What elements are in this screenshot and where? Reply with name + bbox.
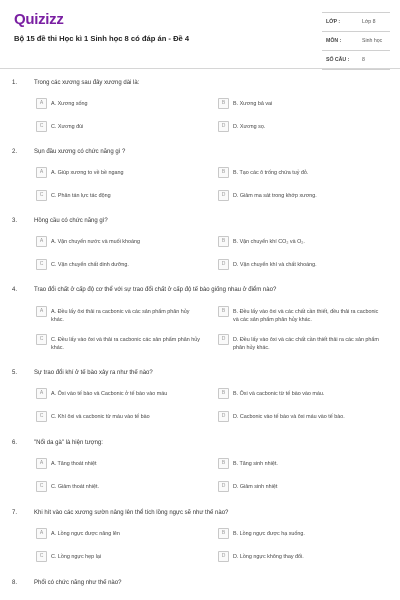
option-text: A. Giúp xương to về bề ngang	[51, 170, 124, 176]
option-letter-box: B	[218, 306, 229, 317]
option-text: D. Giảm ma sát trong khớp xương.	[233, 193, 317, 199]
option-text: B. Tạo các ô trống chứa tuỷ đỏ.	[233, 170, 309, 176]
option-letter-box: A	[36, 167, 47, 178]
question-text: Phổi có chức năng như thế nào?	[34, 580, 122, 586]
meta-value: Sinh học	[362, 38, 383, 44]
question-number: 5.	[12, 370, 18, 376]
option-text: C. Phân tán lực tác động	[51, 193, 111, 199]
option-letter-box: B	[218, 388, 229, 399]
option-text: B. Vận chuyển khí CO₂ và O₂.	[233, 239, 305, 245]
meta-label: MÔN :	[326, 38, 342, 44]
question-text: "Nổi da gà" là hiện tượng:	[34, 440, 103, 446]
option-letter-box: D	[218, 190, 229, 201]
worksheet-header	[0, 0, 400, 69]
option-letter-box: C	[36, 190, 47, 201]
question-text: Trao đổi chất ở cấp độ cơ thể với sự trao đổi chất ở cấp độ tế bào giống nhau ở điểm nào?	[34, 287, 277, 293]
option-letter-box: A	[36, 388, 47, 399]
document-title: Bộ 15 đề thi Học kì 1 Sinh học 8 có đáp án - Đề 4	[14, 34, 190, 43]
question-number: 2.	[12, 149, 18, 155]
option-letter-box: B	[218, 236, 229, 247]
option-letter-box: A	[36, 528, 47, 539]
option-text: C. Lồng ngực hẹp lại	[51, 554, 102, 560]
question-text: Khi hít vào các xương sườn nâng lên thể tích lồng ngực sẽ như thế nào?	[34, 510, 229, 516]
question-text: Hồng cầu có chức năng gì?	[34, 218, 108, 224]
meta-label: LỚP :	[326, 19, 341, 25]
option-text: B. Ôxi và cacbonic từ tế bào vào máu.	[233, 391, 325, 397]
option-text: C. Vận chuyển chất dinh dưỡng.	[51, 262, 129, 268]
question-number: 1.	[12, 80, 18, 86]
option-text: B. Đều lấy vào ôxi và các chất cần thiết, đều thải ra cacbonic và các sản phẩm phân hủy khác.	[233, 309, 379, 323]
option-text: D. Giảm sinh nhiệt	[233, 484, 278, 490]
option-text: C. Đều lấy vào ôxi và thải ra cacbonic các sản phẩm phân hủy khác.	[51, 337, 200, 351]
option-letter-box: B	[218, 528, 229, 539]
question-number: 6.	[12, 440, 18, 446]
meta-row-subject	[322, 32, 390, 51]
option-letter-box: C	[36, 121, 47, 132]
meta-value: 8	[362, 57, 365, 63]
option-text: B. Tăng sinh nhiệt.	[233, 461, 278, 467]
quizizz-logo: Quizizz	[14, 11, 64, 28]
meta-table	[322, 12, 390, 70]
option-text: B. Lồng ngực được hạ xuống.	[233, 531, 305, 537]
option-letter-box: D	[218, 411, 229, 422]
option-letter-box: A	[36, 306, 47, 317]
option-letter-box: C	[36, 259, 47, 270]
option-text: A. Ôxi vào tế bào và Cacbonic ở tế bào vào máu	[51, 391, 168, 397]
option-letter-box: D	[218, 551, 229, 562]
meta-value: Lớp 8	[362, 19, 376, 25]
option-text: A. Đều lấy ôxi thải ra cacbonic và các sản phẩm phân hủy khác.	[51, 309, 190, 323]
option-text: D. Xương sọ.	[233, 124, 266, 130]
option-letter-box: B	[218, 98, 229, 109]
option-text: D. Vận chuyển khí và chất khoáng.	[233, 262, 317, 268]
option-letter-box: C	[36, 411, 47, 422]
option-letter-box: D	[218, 121, 229, 132]
question-text: Trong các xương sau đây xương dài là:	[34, 80, 140, 86]
option-letter-box: C	[36, 551, 47, 562]
option-text: A. Tăng thoát nhiệt	[51, 461, 97, 467]
option-letter-box: A	[36, 98, 47, 109]
option-text: D. Đều lấy vào ôxi và các chất cần thiết thải ra các sản phẩm phân hủy khác.	[233, 337, 379, 351]
question-number: 7.	[12, 510, 18, 516]
option-text: D. Cacbonic vào tế bào và ôxi máu vào tế bào.	[233, 414, 345, 420]
question-number: 4.	[12, 287, 18, 293]
question-text: Sự trao đổi khí ở tế bào xảy ra như thế nào?	[34, 370, 153, 376]
option-text: B. Xương bả vai	[233, 101, 273, 107]
option-text: D. Lồng ngực không thay đổi.	[233, 554, 304, 560]
option-letter-box: D	[218, 334, 229, 345]
meta-row-class	[322, 13, 390, 32]
option-letter-box: C	[36, 334, 47, 345]
question-number: 3.	[12, 218, 18, 224]
meta-row-count	[322, 51, 390, 70]
option-letter-box: C	[36, 481, 47, 492]
option-text: C. Khí ôxi và cacbonic từ máu vào tế bào	[51, 414, 150, 420]
question-text: Sụn đầu xương có chức năng gì ?	[34, 149, 126, 155]
option-letter-box: D	[218, 259, 229, 270]
option-letter-box: B	[218, 167, 229, 178]
meta-label: SỐ CÂU :	[326, 57, 350, 63]
option-text: C. Giảm thoát nhiệt.	[51, 484, 99, 490]
option-text: A. Xương sống	[51, 101, 88, 107]
option-letter-box: B	[218, 458, 229, 469]
option-text: A. Vận chuyển nước và muối khoáng	[51, 239, 140, 245]
option-text: A. Lồng ngực được nâng lên	[51, 531, 120, 537]
option-letter-box: D	[218, 481, 229, 492]
option-letter-box: A	[36, 236, 47, 247]
option-text: C. Xương đùi	[51, 124, 84, 130]
option-letter-box: A	[36, 458, 47, 469]
question-number: 8.	[12, 580, 18, 586]
